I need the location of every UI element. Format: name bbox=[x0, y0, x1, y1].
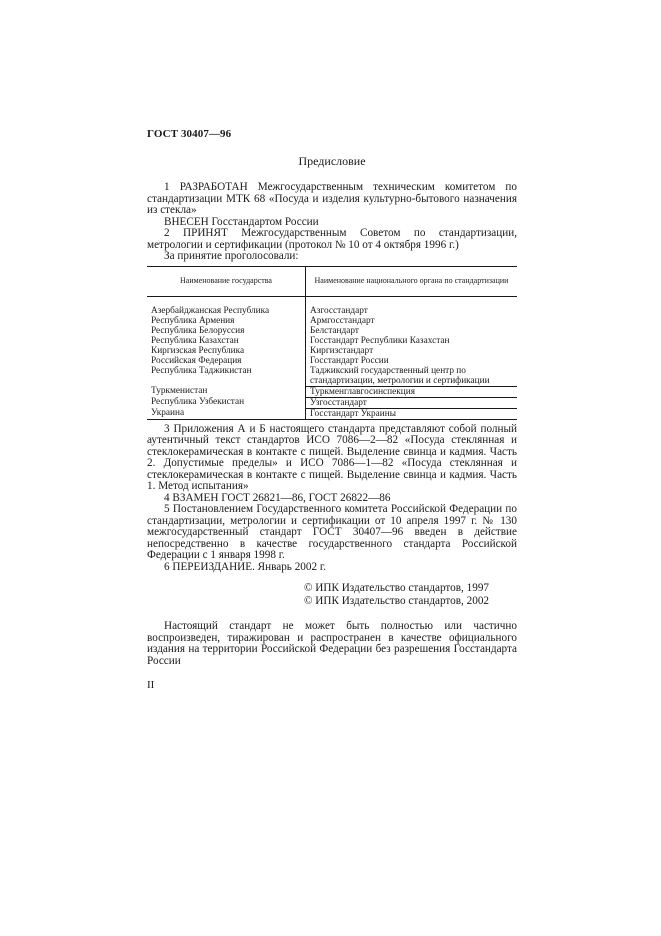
copyright-line: © ИПК Издательство стандартов, 1997 bbox=[304, 582, 490, 594]
state-cell: Республика Таджикистан bbox=[147, 366, 306, 387]
state-cell: Республика Армения bbox=[147, 316, 306, 326]
table-header-body: Наименование национального органа по стандартизации bbox=[306, 266, 518, 296]
body-cell: Таджикский государственный центр по стандартизации, метрологии и сертификации bbox=[306, 366, 518, 387]
body-cell: Госстандарт Украины bbox=[306, 408, 518, 419]
table-row bbox=[147, 386, 517, 397]
state-cell: Республика Узбекистан bbox=[147, 397, 306, 408]
standard-header: ГОСТ 30407—96 bbox=[147, 128, 232, 140]
state-cell: Азербайджанская Республика bbox=[147, 306, 306, 316]
table-row bbox=[147, 336, 517, 346]
body-cell: Белстандарт bbox=[310, 325, 359, 336]
table-row bbox=[147, 366, 517, 387]
body-cell: Госстандарт России bbox=[310, 355, 389, 366]
reproduction-notice: Настоящий стандарт не может быть полностью или частично воспроизведен, тиражирован и распространен в качестве официального издания на территории Российской Федерации без разрешения Госстандарта России bbox=[147, 620, 517, 667]
table-row bbox=[147, 346, 517, 356]
section-title: Предисловие bbox=[298, 154, 366, 168]
state-cell: Туркменистан bbox=[147, 386, 306, 397]
body-cell: Туркменглавгосинспекция bbox=[306, 386, 518, 397]
state-cell: Киргизская Республика bbox=[147, 346, 306, 356]
table-row bbox=[147, 397, 517, 408]
table-row bbox=[147, 316, 517, 326]
table-header-state: Наименование государства bbox=[147, 266, 306, 296]
table-row bbox=[147, 306, 517, 316]
body-cell: Киргизстандарт bbox=[310, 345, 374, 356]
table-row bbox=[147, 408, 517, 419]
copyright-block bbox=[147, 582, 517, 608]
state-cell: Республика Казахстан bbox=[147, 336, 306, 346]
paragraph-3: 3 Приложения А и Б настоящего стандарта представляют собой полный аутентичный текст стандартов ИСО 7086—2—82 «Посуда стеклянная и стеклокерамическая в контакте с пищей. Выделение свинца и кадмия. Часть 2. Допустимые пределы» и ИСО 7086—1—82 «Посуда стеклянная и стеклокерамическая в контакте с пищей. Выделение свинца и кадмия. Часть 1. Метод испытания» bbox=[147, 422, 517, 492]
document-page bbox=[147, 128, 517, 691]
paragraph-1: 1 РАЗРАБОТАН Межгосударственным техническим комитетом по стандартизации МТК 68 «Посуда и изделия культурно-бытового назначения из стекла» bbox=[147, 181, 517, 216]
state-cell: Республика Белоруссия bbox=[147, 326, 306, 336]
body-cell: Азгосстандарт bbox=[310, 305, 368, 316]
body-cell: Госстандарт Республики Казахстан bbox=[310, 335, 450, 346]
copyright-line: © ИПК Издательство стандартов, 2002 bbox=[304, 595, 490, 607]
paragraph-6: 6 ПЕРЕИЗДАНИЕ. Январь 2002 г. bbox=[164, 560, 326, 573]
body-cell: Армгосстандарт bbox=[310, 315, 375, 326]
paragraph-5: 5 Постановлением Государственного комитета Российской Федерации по стандартизации, метрологии и сертификации от 10 апреля 1997 г. № 130 межгосударственный стандарт ГОСТ 30407—96 введен в действие непосредственно в качестве государственного стандарта Российской Федерации с 1 января 1998 г. bbox=[147, 503, 517, 561]
paragraph-4: 4 ВЗАМЕН ГОСТ 26821—86, ГОСТ 26822—86 bbox=[164, 491, 391, 504]
state-cell: Украина bbox=[147, 408, 306, 419]
state-cell: Российская Федерация bbox=[147, 356, 306, 366]
paragraph-2: 2 ПРИНЯТ Межгосударственным Советом по стандартизации, метрологии и сертификации (протокол № 10 от 4 октября 1996 г.) bbox=[147, 227, 517, 251]
paragraph-2b: За принятие проголосовали: bbox=[164, 250, 299, 262]
voting-table bbox=[147, 266, 517, 420]
paragraph-1b: ВНЕСЕН Госстандартом России bbox=[164, 215, 319, 228]
table-row bbox=[147, 326, 517, 336]
table-row bbox=[147, 356, 517, 366]
page-number: II bbox=[147, 679, 155, 691]
body-cell: Узгосстандарт bbox=[306, 397, 518, 408]
